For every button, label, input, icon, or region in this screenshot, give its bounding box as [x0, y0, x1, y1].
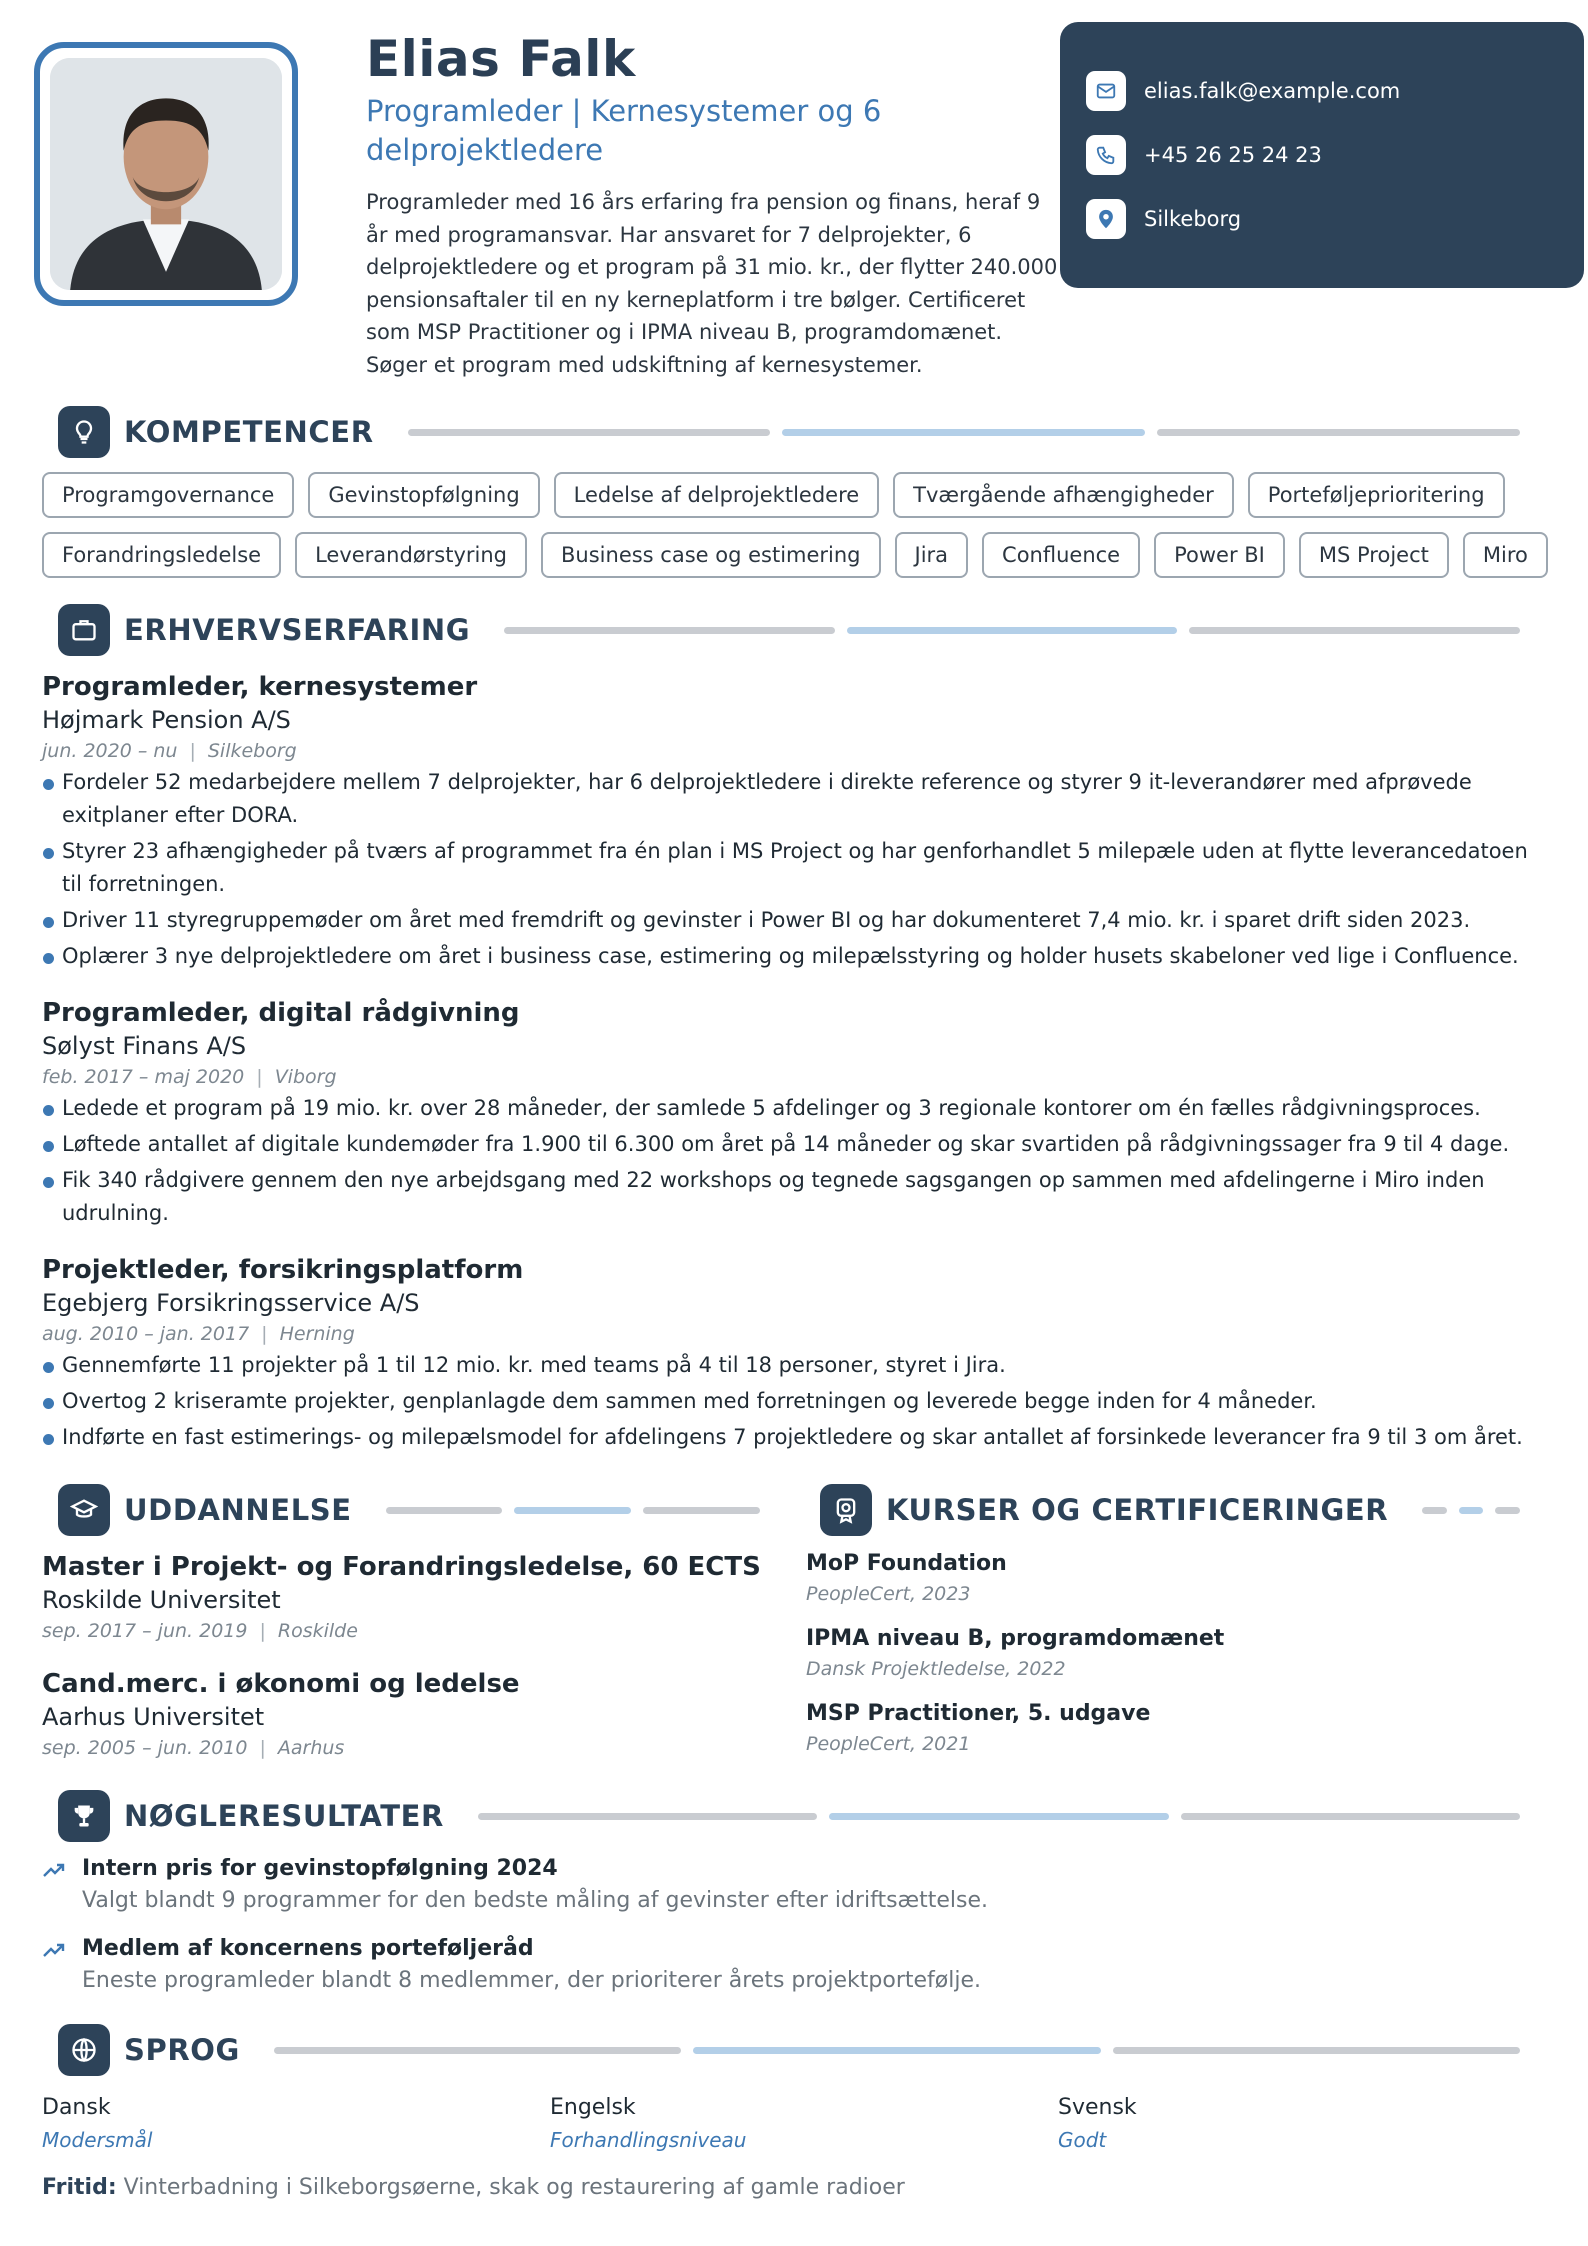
courses-section-heading	[820, 1484, 1520, 1536]
job-company: Højmark Pension A/S	[42, 706, 291, 734]
profile-photo	[50, 58, 282, 290]
course-entry	[806, 1548, 1566, 1609]
result-title: Medlem af koncernens porteføljeråd	[82, 1936, 534, 1961]
profile-photo-frame	[34, 42, 298, 306]
education-school: Roskilde Universitet	[42, 1586, 281, 1614]
job-title: Programleder, kernesystemer	[42, 672, 478, 702]
language-entry	[550, 2092, 970, 2156]
section-title: NØGLERESULTATER	[124, 1799, 444, 1833]
job-bullet: Driver 11 styregruppemøder om året med fremdrift og gevinster i Power BI og har dokumenteret 7,4 mio. kr. i sparet drift siden 2023.	[42, 904, 1552, 937]
profile-summary: Programleder med 16 års erfaring fra pension og finans, heraf 9 år med programansvar. Har ansvaret for 7 delprojekter, 6 delprojektledere og et program på 31 mio. kr., der flytter 240.000 pensionsaftaler til en ny kerneplatform i tre bølger. Certificeret som MSP Practitioner og i IPMA niveau B, programdomænet. Søger et program med udskiftning af kernesystemer.	[366, 190, 1058, 377]
job-period: jun. 2020 – nu	[42, 740, 178, 762]
experience-section-heading	[58, 604, 1520, 656]
job-bullet: Fik 340 rådgivere gennem den nye arbejdsgang med 22 workshops og tegnede sagsgangen op sammen med afdelingerne i Miro inden udrulning.	[42, 1164, 1552, 1230]
candidate-headline: Programleder | Kernesystemer og 6 delprojektledere	[366, 94, 882, 167]
skill-tag: Gevinstopfølgning	[308, 472, 539, 518]
contact-phone[interactable]	[1086, 134, 1584, 175]
candidate-name: Elias Falk	[366, 30, 636, 88]
result-description: Valgt blandt 9 programmer for den bedste måling af gevinster efter idriftsættelse.	[82, 1888, 989, 1913]
section-title: KURSER OG CERTIFICERINGER	[886, 1493, 1389, 1527]
skill-tag: MS Project	[1299, 532, 1449, 578]
globe-icon	[58, 2024, 110, 2076]
course-issuer: PeopleCert, 2021	[806, 1733, 971, 1755]
education-entry	[42, 1550, 762, 1646]
section-title: SPROG	[124, 2033, 240, 2067]
mail-icon	[1086, 71, 1126, 111]
section-divider	[408, 429, 1520, 436]
job-bullet: Fordeler 52 medarbejdere mellem 7 delprojekter, har 6 delprojektledere i direkte reference og styrer 9 it-leverandører med afprøvede exitplaner efter DORA.	[42, 766, 1552, 832]
portrait-image	[50, 58, 282, 290]
education-meta: sep. 2017 – jun. 2019 | Roskilde	[42, 1620, 358, 1642]
language-name: Dansk	[42, 2095, 111, 2120]
experience-entry	[42, 670, 1552, 976]
education-period: sep. 2017 – jun. 2019	[42, 1620, 248, 1642]
skill-tag: Programgovernance	[42, 472, 294, 518]
map-pin-icon	[1086, 199, 1126, 239]
experience-entry	[42, 996, 1552, 1233]
hobbies-label: Fritid:	[42, 2175, 117, 2200]
language-entry	[1058, 2092, 1478, 2156]
skill-tag: Jira	[895, 532, 969, 578]
trending-up-icon	[42, 1940, 66, 1960]
job-title: Programleder, digital rådgivning	[42, 998, 520, 1028]
job-meta: feb. 2017 – maj 2020 | Viborg	[42, 1066, 337, 1088]
education-degree: Cand.merc. i økonomi og ledelse	[42, 1669, 520, 1699]
skill-tag: Porteføljeprioritering	[1248, 472, 1505, 518]
course-issuer: PeopleCert, 2023	[806, 1583, 971, 1605]
skill-tag: Business case og estimering	[541, 532, 881, 578]
job-bullets	[42, 766, 1552, 973]
result-description: Eneste programleder blandt 8 medlemmer, der prioriterer årets projektportefølje.	[82, 1968, 981, 1993]
language-level: Godt	[1058, 2128, 1107, 2152]
skill-tag: Tværgående afhængigheder	[893, 472, 1234, 518]
course-entry	[806, 1698, 1566, 1759]
section-divider	[386, 1507, 760, 1514]
job-company: Sølyst Finans A/S	[42, 1032, 247, 1060]
results-section-heading	[58, 1790, 1520, 1842]
result-title: Intern pris for gevinstopfølgning 2024	[82, 1856, 558, 1881]
job-location: Viborg	[274, 1066, 337, 1088]
trophy-icon	[58, 1790, 110, 1842]
job-bullet: Ledede et program på 19 mio. kr. over 28 måneder, der samlede 5 afdelinger og 3 regionale kontorer om én fælles rådgivningsproces.	[42, 1092, 1552, 1125]
hobbies	[42, 2172, 905, 2204]
skills-list	[42, 472, 1532, 592]
skill-tag: Confluence	[982, 532, 1140, 578]
experience-entry	[42, 1253, 1552, 1457]
section-divider	[1422, 1507, 1520, 1514]
course-name: MSP Practitioner, 5. udgave	[806, 1701, 1151, 1726]
job-bullet: Løftede antallet af digitale kundemøder fra 1.900 til 6.300 om året på 14 måneder og skar svartiden på rådgivningssager fra 9 til 4 dage.	[42, 1128, 1552, 1161]
contact-card	[1060, 22, 1584, 288]
award-icon	[820, 1484, 872, 1536]
job-meta: aug. 2010 – jan. 2017 | Herning	[42, 1323, 355, 1345]
skill-tag: Forandringsledelse	[42, 532, 281, 578]
email-text[interactable]: elias.falk@example.com	[1144, 78, 1401, 103]
languages-section-heading	[58, 2024, 1520, 2076]
section-title: KOMPETENCER	[124, 415, 374, 449]
graduation-cap-icon	[58, 1484, 110, 1536]
job-company: Egebjerg Forsikringsservice A/S	[42, 1289, 420, 1317]
briefcase-icon	[58, 604, 110, 656]
location-text: Silkeborg	[1144, 206, 1242, 231]
skill-tag: Power BI	[1154, 532, 1285, 578]
education-location: Aarhus	[277, 1737, 345, 1759]
job-location: Silkeborg	[207, 740, 297, 762]
education-period: sep. 2005 – jun. 2010	[42, 1737, 248, 1759]
job-bullet: Indførte en fast estimerings- og milepælsmodel for afdelingens 7 projektledere og skar antallet af forsinkede leverancer fra 9 til 3 om året.	[42, 1421, 1552, 1454]
language-level: Modersmål	[42, 2128, 153, 2152]
skill-tag: Leverandørstyring	[295, 532, 527, 578]
job-bullet: Gennemførte 11 projekter på 1 til 12 mio. kr. med teams på 4 til 18 personer, styret i Jira.	[42, 1349, 1552, 1382]
job-meta: jun. 2020 – nu | Silkeborg	[42, 740, 297, 762]
job-bullet: Overtog 2 kriseramte projekter, genplanlagde dem sammen med forretningen og leverede begge inden for 4 måneder.	[42, 1385, 1552, 1418]
result-entry	[42, 1854, 1542, 1918]
education-meta: sep. 2005 – jun. 2010 | Aarhus	[42, 1737, 345, 1759]
course-issuer: Dansk Projektledelse, 2022	[806, 1658, 1066, 1680]
lightbulb-icon	[58, 406, 110, 458]
job-title: Projektleder, forsikringsplatform	[42, 1255, 524, 1285]
education-location: Roskilde	[277, 1620, 358, 1642]
skill-tag: Ledelse af delprojektledere	[554, 472, 880, 518]
job-bullets	[42, 1349, 1552, 1454]
section-divider	[504, 627, 1520, 634]
course-name: IPMA niveau B, programdomænet	[806, 1626, 1225, 1651]
language-name: Svensk	[1058, 2095, 1137, 2120]
job-bullet: Styrer 23 afhængigheder på tværs af programmet fra én plan i MS Project og har genforhandlet 5 milepæle uden at flytte leverancedatoen til forretningen.	[42, 835, 1552, 901]
education-entry	[42, 1667, 762, 1763]
hobbies-text: Vinterbadning i Silkeborgsøerne, skak og restaurering af gamle radioer	[123, 2175, 905, 2200]
course-entry	[806, 1623, 1566, 1684]
phone-text[interactable]: +45 26 25 24 23	[1144, 142, 1322, 167]
section-divider	[478, 1813, 1520, 1820]
course-name: MoP Foundation	[806, 1551, 1007, 1576]
contact-location	[1086, 198, 1584, 239]
education-degree: Master i Projekt- og Forandringsledelse, 60 ECTS	[42, 1552, 761, 1582]
language-entry	[42, 2092, 462, 2156]
job-bullet: Oplærer 3 nye delprojektledere om året i business case, estimering og milepælsstyring og holder husets skabeloner ved lige i Confluence.	[42, 940, 1552, 973]
skill-tag: Miro	[1463, 532, 1548, 578]
education-school: Aarhus Universitet	[42, 1703, 265, 1731]
section-title: ERHVERVSERFARING	[124, 613, 471, 647]
job-location: Herning	[279, 1323, 355, 1345]
section-title: UDDANNELSE	[124, 1493, 352, 1527]
contact-email[interactable]	[1086, 70, 1584, 111]
job-bullets	[42, 1092, 1552, 1230]
language-level: Forhandlingsniveau	[550, 2128, 747, 2152]
language-name: Engelsk	[550, 2095, 636, 2120]
result-entry	[42, 1934, 1542, 1998]
phone-icon	[1086, 135, 1126, 175]
job-period: aug. 2010 – jan. 2017	[42, 1323, 250, 1345]
job-period: feb. 2017 – maj 2020	[42, 1066, 245, 1088]
trending-up-icon	[42, 1860, 66, 1880]
section-divider	[274, 2047, 1520, 2054]
skills-section-heading	[58, 406, 1520, 458]
education-section-heading	[58, 1484, 760, 1536]
